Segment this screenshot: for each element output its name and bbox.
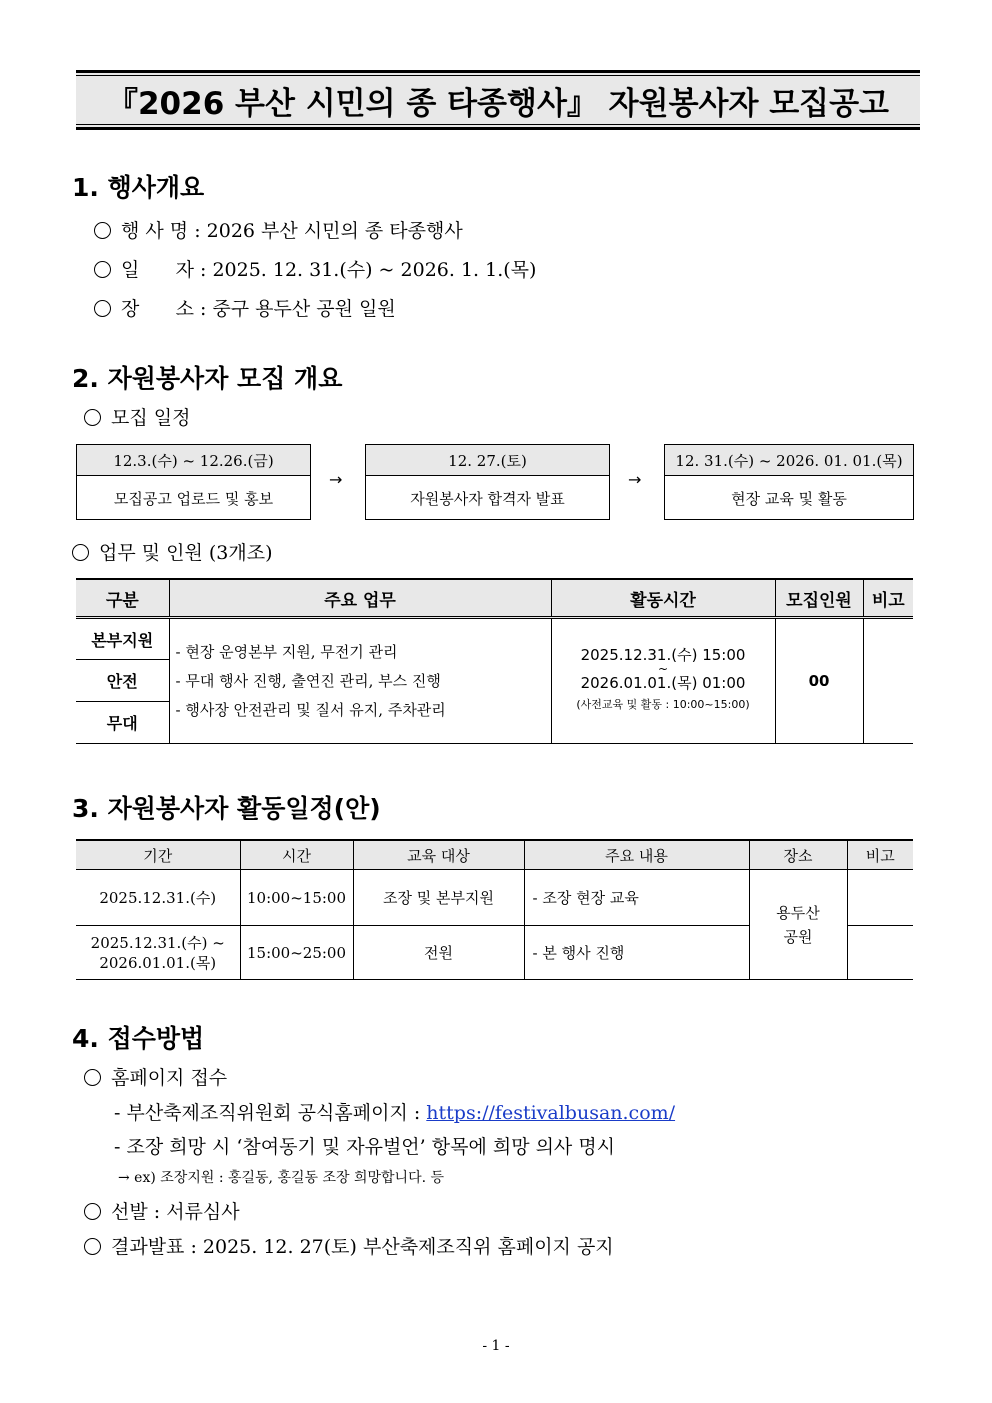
schedule-place-line-2: 공원 [783,927,813,946]
schedule-header-target: 교육 대상 [353,840,524,870]
activity-schedule-table [76,839,913,980]
circle-bullet-icon [94,261,111,278]
duty-time-cell [551,618,775,744]
homepage-url-line [114,1098,675,1125]
duty-header-task: 주요 업무 [169,579,551,618]
schedule-row-1-time: 10:00~15:00 [240,870,353,926]
result-line [84,1232,614,1259]
page-number: - 1 - [482,1338,510,1354]
schedule-header-note: 비고 [847,840,913,870]
homepage-link[interactable]: https://festivalbusan.com/ [426,1102,676,1124]
arrow-right-icon: → [628,470,642,489]
duty-header-count: 모집인원 [775,579,863,618]
duty-header-time: 활동시간 [551,579,775,618]
flow-step-3-date: 12. 31.(수) ~ 2026. 01. 01.(목) [665,445,913,476]
event-name-label: 행 사 명 [121,220,189,242]
arrow-right-icon: → [329,470,343,489]
event-date-label: 일 자 [121,259,194,281]
circle-bullet-icon [84,1203,101,1220]
schedule-row-2-time: 15:00~25:00 [240,926,353,980]
circle-bullet-icon [94,300,111,317]
selection-text: 선발 : 서류심사 [111,1201,240,1223]
duty-header-group: 구분 [76,579,169,618]
event-place-label: 장 소 [121,298,194,320]
homepage-line-prefix: - 부산축제조직위원회 공식홈페이지 : [114,1102,427,1124]
flow-step-1 [76,444,311,520]
duty-count: 00 [775,618,863,744]
duty-task-3: - 행사장 안전관리 및 질서 유지, 주차관리 [175,700,446,719]
duty-label-line [72,538,273,565]
homepage-label-line [84,1063,227,1090]
duty-note [863,618,913,744]
flow-step-1-date: 12.3.(수) ~ 12.26.(금) [77,445,310,476]
duty-time-end: 2026.01.01.(목) 01:00 [580,674,746,692]
duty-task-1: - 현장 운영본부 지원, 무전기 관리 [175,642,398,661]
flow-step-2-date: 12. 27.(토) [366,445,609,476]
duty-time-tilde: ~ [657,662,669,676]
duty-header-note: 비고 [863,579,913,618]
circle-bullet-icon [84,409,101,426]
duty-group-stage: 무대 [76,702,169,744]
section-3-heading: 3. 자원봉사자 활동일정(안) [72,794,381,823]
schedule-row-2-period-line-1: 2025.12.31.(수) ~ [90,933,225,952]
table-row [76,870,913,926]
event-place-line: 장 소 : 중구 용두산 공원 일원 [94,294,396,321]
schedule-row-1-note [847,870,913,926]
duty-tasks-cell [169,618,551,744]
flow-step-2-desc: 자원봉사자 합격자 발표 [410,489,565,508]
schedule-row-2-content: - 본 행사 진행 [524,926,749,980]
page-title: 『2026 부산 시민의 종 타종행사』 자원봉사자 모집공고 [106,85,889,122]
schedule-header-content: 주요 내용 [524,840,749,870]
section-1-heading: 1. 행사개요 [72,173,205,202]
schedule-row-2-target: 전원 [353,926,524,980]
event-date-line: 일 자 : 2025. 12. 31.(수) ~ 2026. 1. 1.(목) [94,255,536,282]
section-4-heading: 4. 접수방법 [72,1024,205,1053]
schedule-row-1-content: - 조장 현장 교육 [524,870,749,926]
section-2-heading: 2. 자원봉사자 모집 개요 [72,364,343,393]
schedule-place-cell [749,870,847,980]
homepage-label: 홈페이지 접수 [111,1067,228,1089]
result-text: 결과발표 : 2025. 12. 27(토) 부산축제조직위 홈페이지 공지 [111,1236,614,1258]
duty-time-note: (사전교육 및 활동 : 10:00~15:00) [576,698,750,711]
schedule-header-time: 시간 [240,840,353,870]
duty-task-2: - 무대 행사 진행, 출연진 관리, 부스 진행 [175,671,441,690]
schedule-row-2-period [76,926,240,980]
event-name-value: 2026 부산 시민의 종 타종행사 [206,220,463,242]
duty-time-start: 2025.12.31.(수) 15:00 [580,646,746,664]
circle-bullet-icon [84,1238,101,1255]
schedule-header-period: 기간 [76,840,240,870]
flow-step-3-desc: 현장 교육 및 활동 [731,489,847,508]
example-line: → ex) 조장지원 : 홍길동, 홍길동 조장 희망합니다. 등 [118,1170,445,1186]
event-date-value: 2025. 12. 31.(수) ~ 2026. 1. 1.(목) [212,259,537,281]
schedule-place-line-1: 용두산 [776,903,820,922]
circle-bullet-icon [72,544,89,561]
flow-step-3 [664,444,914,520]
event-name-line: 행 사 명 : 2026 부산 시민의 종 타종행사 [94,216,463,243]
circle-bullet-icon [94,222,111,239]
duty-group-hq: 본부지원 [76,618,169,660]
selection-line [84,1197,240,1224]
schedule-row-2-note [847,926,913,980]
schedule-row-2-period-line-2: 2026.01.01.(목) [99,953,217,972]
duty-label: 업무 및 인원 (3개조) [99,542,273,564]
schedule-row-1-target: 조장 및 본부지원 [353,870,524,926]
schedule-header-place: 장소 [749,840,847,870]
schedule-row-1-period: 2025.12.31.(수) [76,870,240,926]
duty-group-safety: 안전 [76,660,169,702]
leader-hope-line: - 조장 희망 시 ‘참여동기 및 자유벌언’ 항목에 희망 의사 명시 [114,1136,616,1158]
event-place-value: 중구 용두산 공원 일원 [212,298,396,320]
flow-step-1-desc: 모집공고 업로드 및 홍보 [113,489,274,508]
schedule-label: 모집 일정 [111,407,191,429]
title-banner [76,70,920,130]
schedule-label-line [84,403,190,430]
duty-table [76,578,913,744]
flow-step-2 [365,444,610,520]
circle-bullet-icon [84,1069,101,1086]
